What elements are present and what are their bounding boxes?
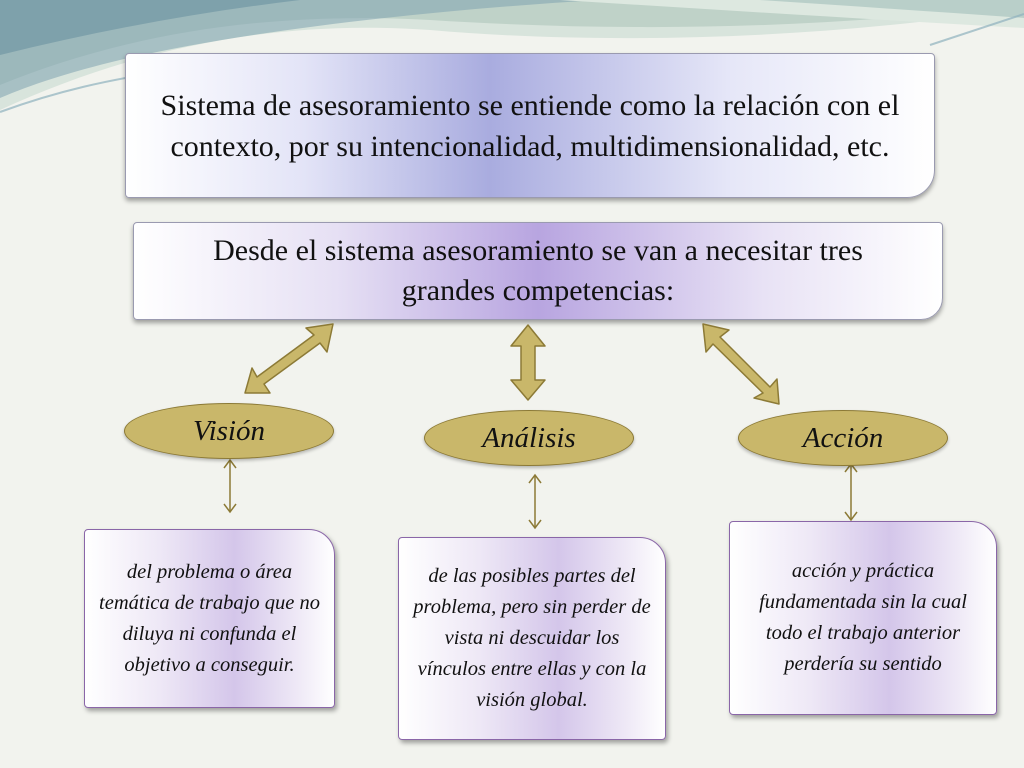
note-action-text: acción y práctica fundamentada sin la cual todo el trabajo anterior perdería su sentido [759,560,967,675]
label-vision: Visión [193,414,265,447]
competencies-intro-box [133,222,943,320]
note-analysis-text: de las posibles partes del problema, pero sin perder de vista ni descuidar los vínculos entre ellas y con la visión global. [413,565,651,711]
oval-analysis [424,410,634,466]
definition-box [125,53,935,198]
oval-action [738,410,948,466]
label-analysis: Análisis [482,421,576,454]
label-action: Acción [802,421,884,454]
oval-vision [124,403,334,459]
definition-text: Sistema de asesoramiento se entiende como la relación con el contexto, por su intencionalidad, multidimensionalidad, etc. [160,88,900,163]
note-vision-text: del problema o área temática de trabajo que no diluya ni confunda el objetivo a conseguir. [99,560,320,676]
note-vision [84,529,335,708]
note-analysis [398,537,666,740]
note-action [729,521,997,715]
competencies-intro-text: Desde el sistema asesoramiento se van a necesitar tres grandes competencias: [213,234,863,307]
